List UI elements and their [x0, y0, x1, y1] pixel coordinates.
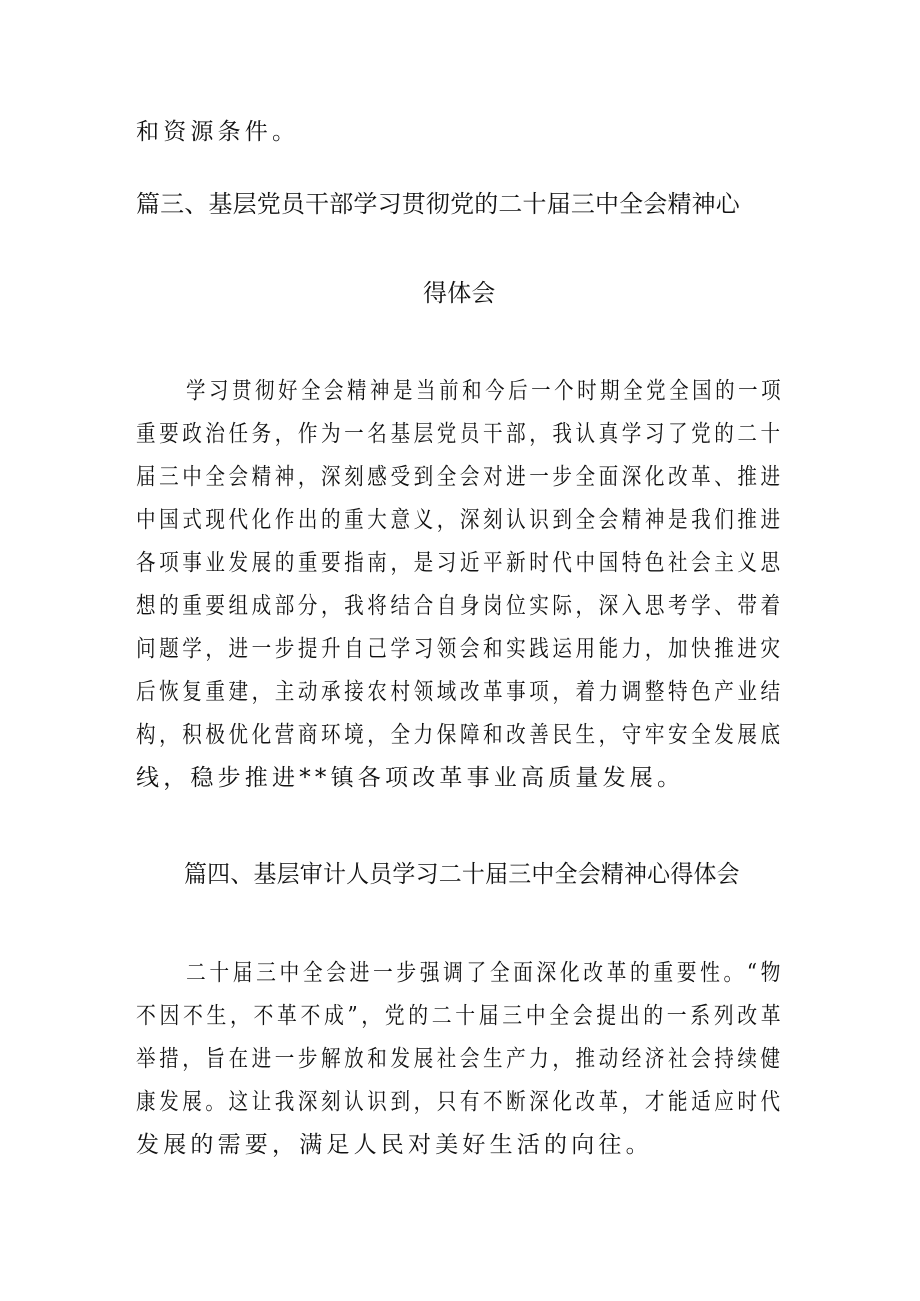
paragraph-line: 学习贯彻好全会精神是当前和今后一个时期全党全国的一项 [186, 378, 785, 404]
paragraph-line: 康发展。这让我深刻认识到，只有不断深化改革，才能适应时代 [136, 1089, 784, 1115]
paragraph-line: 二十届三中全会进一步强调了全面深化改革的重要性。“物 [186, 960, 784, 986]
paragraph-line: 想的重要组成部分，我将结合自身岗位实际，深入思考学、带着 [136, 593, 784, 619]
paragraph-line: 不因不生，不革不成”，党的二十届三中全会提出的一系列改革 [136, 1003, 785, 1029]
paragraph-line: 重要政治任务，作为一名基层党员干部，我认真学习了党的二十 [136, 421, 784, 447]
paragraph-line: 线，稳步推进**镇各项改革事业高质量发展。 [136, 765, 685, 791]
text-line: 和资源条件。 [136, 119, 300, 145]
paragraph-line: 中国式现代化作出的重大意义，深刻认识到全会精神是我们推进 [136, 507, 784, 533]
paragraph-line: 发展的需要，满足人民对美好生活的向往。 [136, 1132, 653, 1158]
section-3-title-line-1: 篇三、基层党员干部学习贯彻党的二十届三中全会精神心 [136, 190, 740, 218]
section-3-title-line-2: 得体会 [423, 279, 496, 307]
paragraph-line: 举措，旨在进一步解放和发展社会生产力，推动经济社会持续健 [136, 1046, 784, 1072]
paragraph-line: 构，积极优化营商环境，全力保障和改善民生，守牢安全发展底 [136, 722, 784, 748]
section-4-title: 篇四、基层审计人员学习二十届三中全会精神心得体会 [184, 860, 740, 888]
paragraph-line: 届三中全会精神，深刻感受到全会对进一步全面深化改革、推进 [136, 464, 784, 490]
paragraph-line: 各项事业发展的重要指南，是习近平新时代中国特色社会主义思 [136, 550, 784, 576]
paragraph-line: 问题学，进一步提升自己学习领会和实践运用能力，加快推进灾 [136, 636, 784, 662]
paragraph-line: 后恢复重建，主动承接农村领域改革事项，着力调整特色产业结 [136, 679, 784, 705]
